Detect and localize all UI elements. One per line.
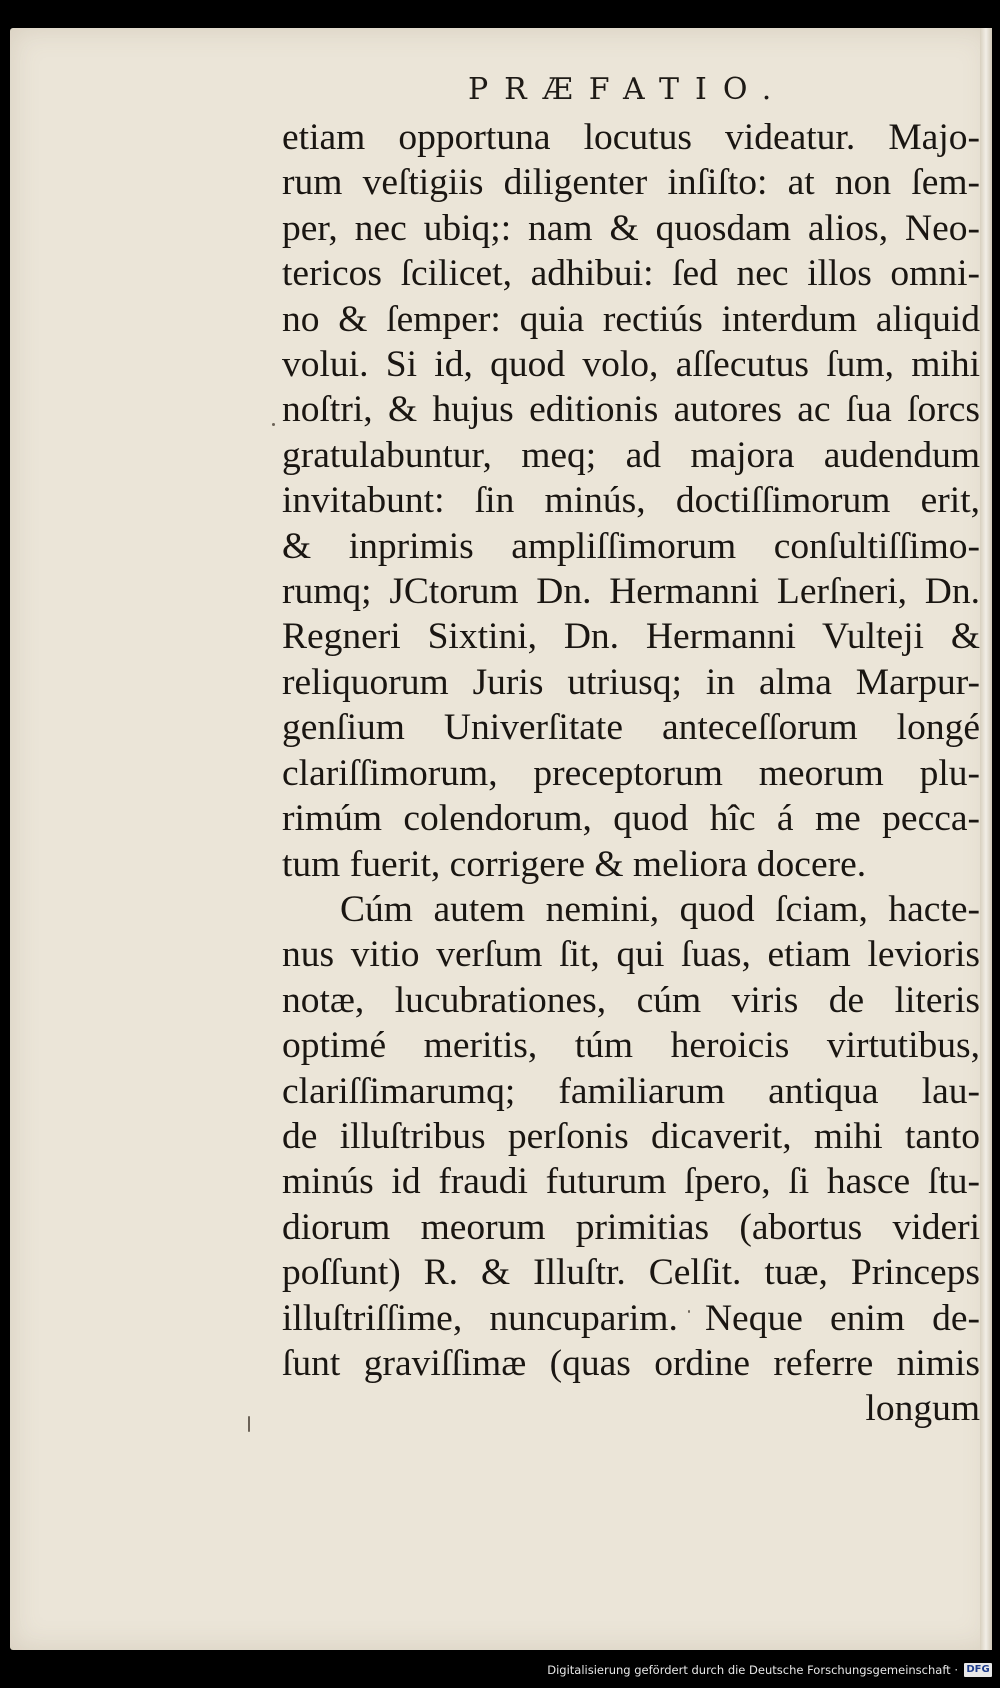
text-line: volui. Si id, quod volo, aſſecutus ſum, mihi <box>282 344 980 386</box>
text-line: tericos ſcilicet, adhibui: ſed nec illos omni- <box>282 253 980 295</box>
text-line: gratulabuntur, meq; ad majora audendum <box>282 434 980 476</box>
text-line: per, nec ubiq;: nam & quosdam alios, Neo- <box>282 207 980 249</box>
dfg-logo-icon: DFG <box>964 1663 992 1677</box>
text-line: genſium Univerſitate anteceſſorum longé <box>282 707 980 749</box>
footer-credit: Digitalisierung gefördert durch die Deutsche Forschungsgemeinschaft · <box>547 1663 958 1677</box>
body-text <box>282 115 980 1432</box>
text-line: optimé meritis, túm heroicis virtutibus, <box>282 1025 980 1067</box>
text-line: rumq; JCtorum Dn. Hermanni Lerſneri, Dn. <box>282 571 980 613</box>
text-line: de illuſtribus perſonis dicaverit, mihi tanto <box>282 1115 980 1157</box>
running-header: PRÆFATIO. <box>468 72 788 107</box>
digitization-footer <box>547 1660 992 1680</box>
text-line: ſunt graviſſimæ (quas ordine referre nimis <box>282 1342 980 1384</box>
catchword: longum <box>865 1388 980 1430</box>
text-line: invitabunt: ſin minús, doctiſſimorum erit, <box>282 480 980 522</box>
text-line: nus vitio verſum ſit, qui ſuas, etiam levioris <box>282 934 980 976</box>
text-line: reliquorum Juris utriusq; in alma Marpur- <box>282 661 980 703</box>
text-line: clariſſimorum, preceptorum meorum plu- <box>282 752 980 794</box>
text-line: notæ, lucubrationes, cúm viris de literis <box>282 979 980 1021</box>
text-line: etiam opportuna locutus videatur. Majo- <box>282 117 980 158</box>
paper-speck <box>272 423 275 426</box>
text-line: poſſunt) R. & Illuſtr. Celſit. tuæ, Princeps <box>282 1252 980 1294</box>
text-line: no & ſemper: quia rectiús interdum aliquid <box>282 298 980 340</box>
text-line: minús id fraudi futurum ſpero, ſi hasce ſtu- <box>282 1161 980 1203</box>
text-line: rum veſtigiis diligenter inſiſto: at non ſem- <box>282 162 980 204</box>
paragraph-start-line: Cúm autem nemini, quod ſciam, hacte- <box>340 888 980 930</box>
text-line: rimúm colendorum, quod hîc á me pecca- <box>282 798 980 840</box>
paper-speck <box>248 1416 250 1432</box>
text-line: tum fuerit, corrigere & meliora docere. <box>282 843 867 885</box>
text-line: Regneri Sixtini, Dn. Hermanni Vulteji & <box>282 616 980 658</box>
text-line: clariſſimarumq; familiarum antiqua lau- <box>282 1070 980 1112</box>
text-line: & inprimis ampliſſimorum conſultiſſimo- <box>282 525 980 567</box>
text-line: noſtri, & hujus editionis autores ac ſua ſorcs <box>282 389 980 431</box>
page-edge <box>980 28 992 1650</box>
text-line: illuſtriſſime, nuncuparim. Neque enim de- <box>282 1297 980 1339</box>
text-line: diorum meorum primitias (abortus videri <box>282 1206 980 1248</box>
